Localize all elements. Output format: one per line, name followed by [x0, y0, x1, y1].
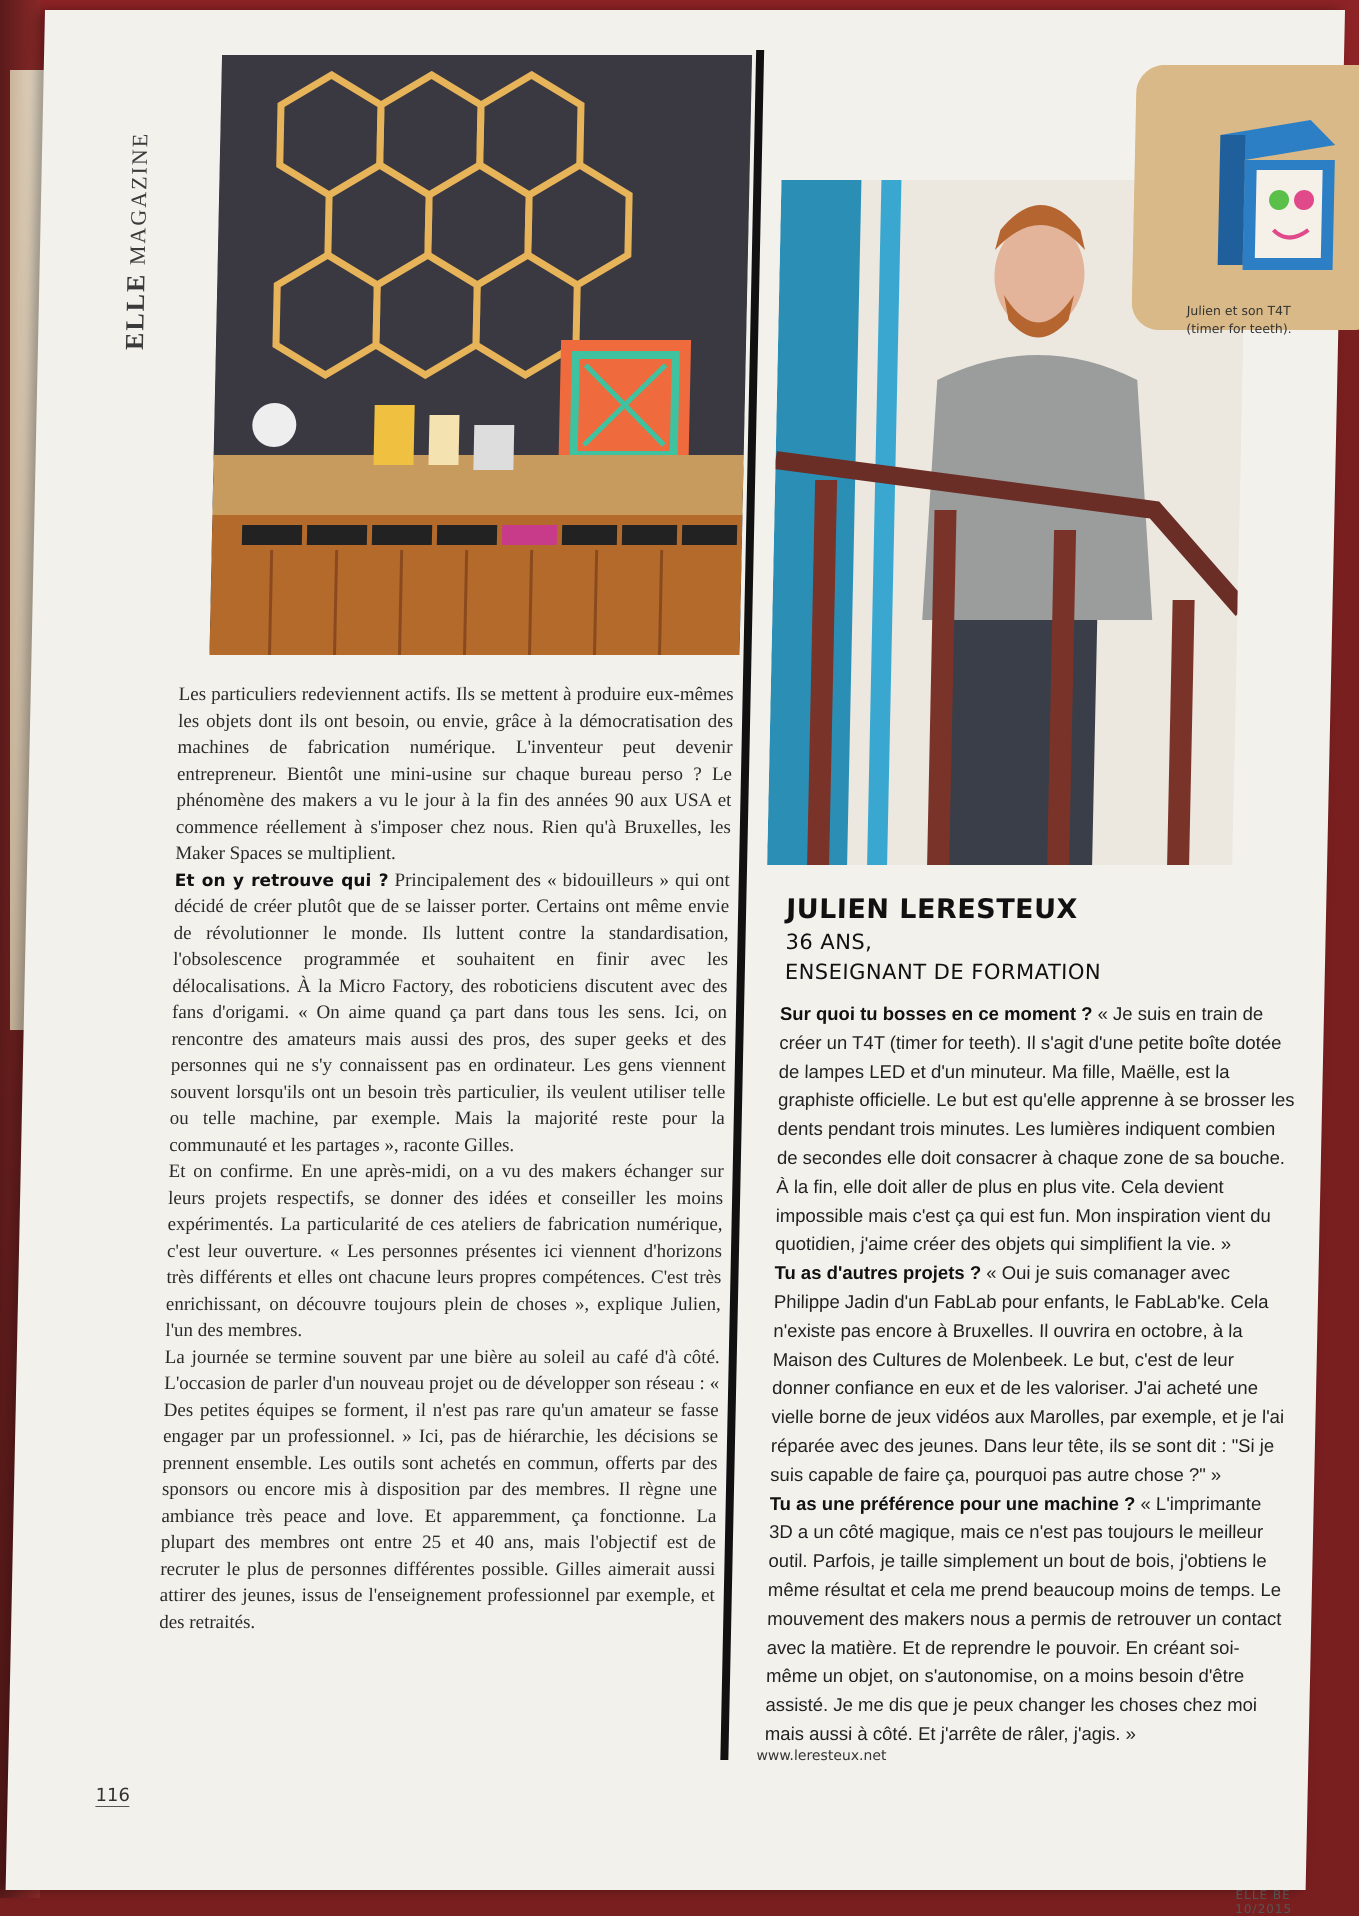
intro-paragraph: Les particuliers redeviennent actifs. Ils se mettent à produire eux-mêmes les objets dont ils ont besoin, ou envie, grâce à la démocratisation des machines de fabrication numérique. L'inventeur peut devenir entrepreneur. Bientôt une mini-usine sur chaque bureau perso ? Le phénomène des makers a vu le jour à la fin des années 90 aux USA et commence réellement à s'imposer chez nous. Rien qu'à Bruxelles, les Maker Spaces se multiplient.: [175, 684, 734, 864]
interview-question-1: Sur quoi tu bosses en ce moment ?: [779, 1003, 1093, 1024]
profile-name: JULIEN LERESTEUX: [785, 894, 1079, 925]
website-link[interactable]: www.leresteux.net: [756, 1748, 887, 1764]
masthead: [120, 132, 155, 350]
section-paragraph-2: [169, 868, 730, 1160]
interview-answer-text-1: « Je suis en train de créer un T4T (timer for teeth). Il s'agit d'une petite boîte dotée de lampes LED et d'un minuteur. Ma fille, Maëlle, est la graphiste officielle. Le but est qu'elle apprenne à se brosser les dents pendant trois minutes. Les lumières indiquent combien de secondes elle doit consacrer à chaque zone de sa bouche. À la fin, elle doit aller de plus en plus vite. Cela devient impossible mais c'est ça qui est fun. Mon inspiration vient du quotidien, j'aime créer des objets qui simplifient la vie. »: [774, 1003, 1295, 1255]
footer-brand: ELLE BE 10/2015: [1235, 1888, 1293, 1916]
page-number: 116: [95, 1785, 131, 1806]
interview-column: [765, 1000, 1301, 1749]
interview-question-2: Tu as d'autres projets ?: [774, 1262, 982, 1284]
name-labels: [242, 525, 737, 545]
profile-job: ENSEIGNANT DE FORMATION: [784, 960, 1102, 984]
masthead-section: MAGAZINE: [124, 131, 153, 266]
timer-box-illustration: [1131, 65, 1359, 330]
section-paragraph-4: La journée se termine souvent par une bière au soleil au café d'à côté. L'occasion de parler d'un nouveau projet ou de développer son réseau : « Des petites équipes se forment, il n'est pas rare qu'un amateur se fasse engager par un professionnel. » Ici, pas de hiérarchie, les décisions se prennent ensemble. Les outils sont achetés en commun, offerts par des sponsors ou encore mis à disposition par des membres. Il règne une ambiance très peace and love. Et apparemment, ça fonctionne. La plupart des membres ont entre 25 et 40 ans, mais l'objectif est de recruter le plus de personnes différentes possible. Gilles aimerait aussi attirer des jeunes, issus de l'enseignement professionnel par exemple, et des retraités.: [159, 1346, 721, 1633]
lead-in-question: Et on y retrouve qui ?: [174, 870, 389, 891]
section-paragraph-3: Et on confirme. En une après-midi, on a vu des makers échanger sur leurs projets respectifs, se donner des idées et conseiller les moins expérimentés. La particularité de ces ateliers de fabrication numérique, c'est leur ouverture. « Les personnes présentes ici viennent d'horizons très différents et elles ont chacune leurs propres compétences. C'est très enrichissant, on découvre toujours plein de choses », explique Julien, l'un des membres.: [165, 1161, 724, 1341]
section-body-2: Principalement des « bidouilleurs » qui ont décidé de créer plutôt que de se laisser porter. Certains ont même envie de révolutionner le monde. Ils luttent contre la standardisation, l'obsolescence programmée et souhaitent en finir avec les délocalisations. À la Micro Factory, des roboticiens discutent avec des fans d'origami. « On aime quand ça part dans tous les sens. Ici, on rencontre des amateurs mais aussi des pros, des super geeks et des personnes qui ne s'y connaissent pas en ordinateur. Les gens viennent souvent lorsqu'ils ont un besoin très particulier, ils veulent utiliser telle ou telle machine, par exemple. Mais la majorité reste pour la communauté et les partages », raconte Gilles.: [169, 869, 730, 1156]
masthead-brand: ELLE: [119, 272, 151, 350]
interview-answer-2: [770, 1259, 1295, 1489]
interview-answer-3: [765, 1490, 1290, 1749]
interview-answer-1: [775, 1000, 1300, 1259]
inset-photo: [1131, 65, 1359, 330]
workshop-photo: [209, 55, 752, 655]
profile-age: 36 ANS,: [785, 930, 873, 954]
interview-answer-text-2: « Oui je suis comanager avec Philippe Jadin d'un FabLab pour enfants, le FabLab'ke. Cela n'existe pas encore à Bruxelles. Il ouvrira en octobre, à la Maison des Cultures de Molenbeek. Le but, c'est de leur donner confiance en eux et de les valoriser. J'ai acheté une vielle borne de jeux vidéos aux Marolles, par exemple, et je l'ai réparée avec des jeunes. Dans leur tête, ils se sont dit : "Si je suis capable de faire ça, pourquoi pas autre chose ?" »: [770, 1262, 1285, 1485]
workshop-illustration: [209, 55, 752, 655]
interview-answer-text-3: « L'imprimante 3D a un côté magique, mais ce n'est pas toujours le meilleur outil. Parfois, je taille simplement un bout de bois, j'obtiens le même résultat et cela me prend beaucoup moins de temps. Le mouvement des makers nous a permis de retrouver un contact avec la matière. Et de reprendre le pouvoir. En créant soi-même un objet, on s'autonomise, on a moins besoin d'être assisté. Je me dis que je peux changer les choses chez moi mais aussi à côté. Et j'arrête de râler, j'agis. »: [764, 1492, 1282, 1744]
magazine-page: [6, 10, 1345, 1916]
inset-caption: Julien et son T4T (timer for teeth).: [1186, 303, 1292, 336]
interview-question-3: Tu as une préférence pour une machine ?: [769, 1492, 1136, 1514]
article-left-column: [159, 682, 734, 1636]
